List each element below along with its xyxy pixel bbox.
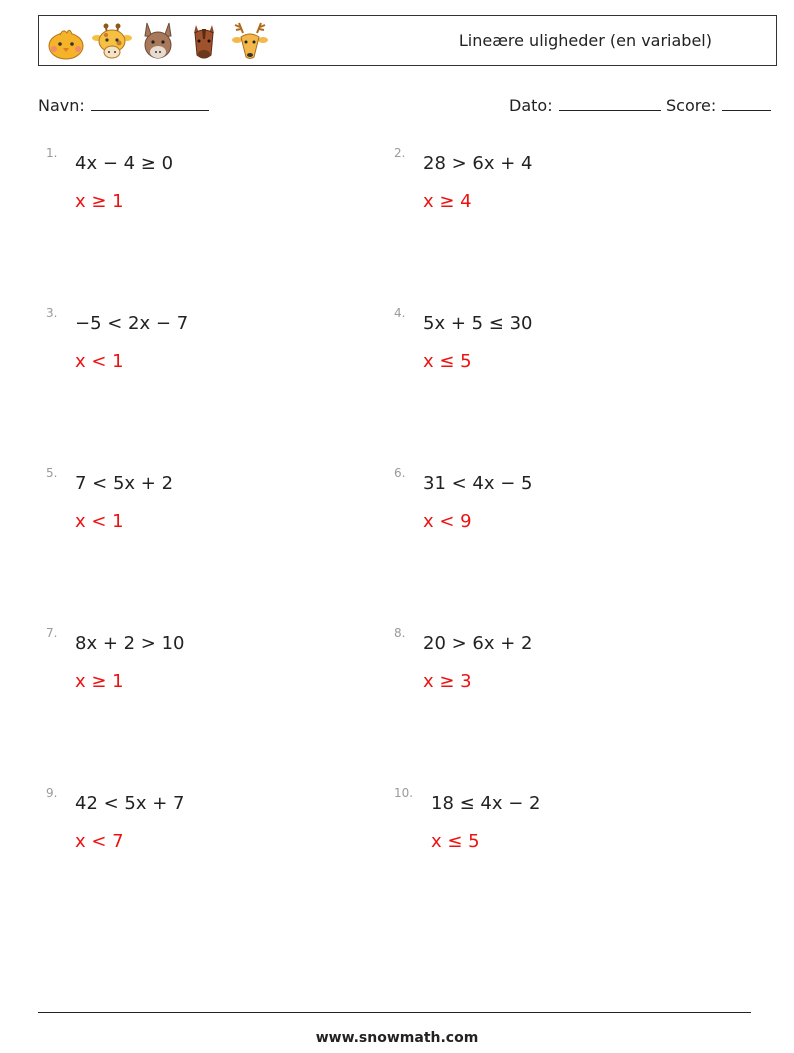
problem-number: 6. [394,466,406,480]
problem-answer: x ≤ 5 [431,831,480,852]
problem-6 [394,466,714,556]
problem-number: 1. [46,146,58,160]
worksheet-header [38,15,777,66]
problem-answer: x ≥ 1 [75,671,124,692]
problem-7 [46,626,366,716]
footer-divider [38,1012,751,1013]
problem-3 [46,306,366,396]
problem-number: 10. [394,786,414,800]
problem-question: 18 ≤ 4x − 2 [431,793,541,814]
footer-url[interactable]: www.snowmath.com [315,1030,479,1046]
problem-answer: x < 1 [75,351,124,372]
name-line[interactable] [91,94,209,111]
problem-number: 3. [46,306,58,320]
problem-10 [394,786,714,876]
score-label: Score: [666,96,717,115]
problem-5 [46,466,366,556]
date-label: Dato: [509,96,553,115]
problem-question: 28 > 6x + 4 [423,153,533,174]
problem-8 [394,626,714,716]
problem-question: 7 < 5x + 2 [75,473,174,494]
name-field[interactable] [38,94,209,115]
donkey-icon [135,19,181,63]
animal-icons [43,19,273,63]
problem-4 [394,306,714,396]
problem-answer: x < 7 [75,831,124,852]
problem-answer: x ≤ 5 [423,351,472,372]
problem-answer: x ≥ 4 [423,191,472,212]
problem-question: 31 < 4x − 5 [423,473,533,494]
problem-answer: x < 1 [75,511,124,532]
date-line[interactable] [559,94,661,111]
problem-number: 2. [394,146,406,160]
date-field[interactable] [509,94,661,115]
score-line[interactable] [722,94,771,111]
problem-number: 8. [394,626,406,640]
worksheet-title: Lineære uligheder (en variabel) [458,31,712,50]
problem-answer: x < 9 [423,511,472,532]
name-label: Navn: [38,96,85,115]
horse-icon [181,19,227,63]
problem-2 [394,146,714,236]
chick-icon [43,19,89,63]
problem-1 [46,146,366,236]
problem-question: 42 < 5x + 7 [75,793,185,814]
problem-9 [46,786,366,876]
score-field[interactable] [666,94,771,115]
deer-icon [227,19,273,63]
problem-question: 8x + 2 > 10 [75,633,185,654]
problem-question: 20 > 6x + 2 [423,633,533,654]
problem-question: 4x − 4 ≥ 0 [75,153,174,174]
problem-question: 5x + 5 ≤ 30 [423,313,533,334]
problem-number: 5. [46,466,58,480]
problem-number: 9. [46,786,58,800]
problem-answer: x ≥ 1 [75,191,124,212]
problem-number: 7. [46,626,58,640]
problem-question: −5 < 2x − 7 [75,313,189,334]
problem-number: 4. [394,306,406,320]
problem-answer: x ≥ 3 [423,671,472,692]
giraffe-icon [89,19,135,63]
